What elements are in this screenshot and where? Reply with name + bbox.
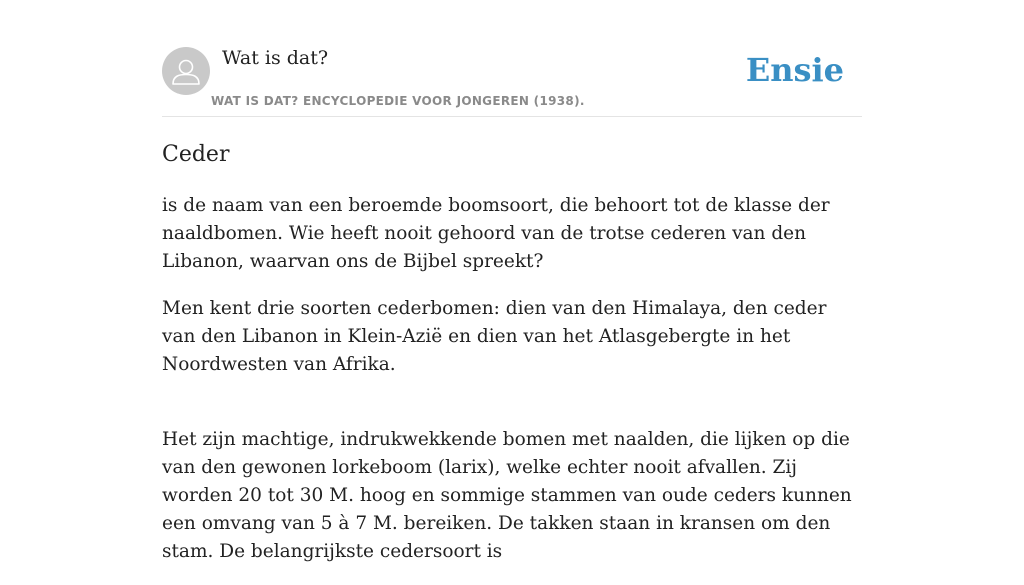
entry-paragraph: is de naam van een beroemde boomsoort, die behoort tot de klasse der naaldbomen. Wie heeft nooit gehoord van de trotse cederen van den Libanon, waarvan ons de Bijbel spreekt?: [162, 195, 830, 272]
entry-title: Ceder: [162, 142, 230, 167]
user-avatar-icon[interactable]: [162, 47, 210, 95]
book-title[interactable]: Wat is dat?: [222, 47, 329, 69]
source-header: [162, 46, 862, 117]
book-subtitle[interactable]: WAT IS DAT? ENCYCLOPEDIE VOOR JONGEREN (1938).: [211, 94, 585, 108]
entry-paragraph: Het zijn machtige, indrukwekkende bomen met naalden, die lijken op die van den gewonen lorkeboom (larix), welke echter nooit afvallen. Zij worden 20 tot 30 M. hoog en sommige stammen van oude ceders kunnen een omvang van 5 à 7 M. bereiken. De takken staan in kransen om den stam. De belangrijkste cedersoort is: [162, 429, 852, 562]
entry-paragraph: Men kent drie soorten cederbomen: dien van den Himalaya, den ceder van den Libanon in Klein-Azië en dien van het Atlasgebergte in het Noordwesten van Afrika.: [162, 298, 827, 375]
entry-body: [162, 192, 862, 585]
brand-logo[interactable]: Ensie: [745, 51, 844, 89]
